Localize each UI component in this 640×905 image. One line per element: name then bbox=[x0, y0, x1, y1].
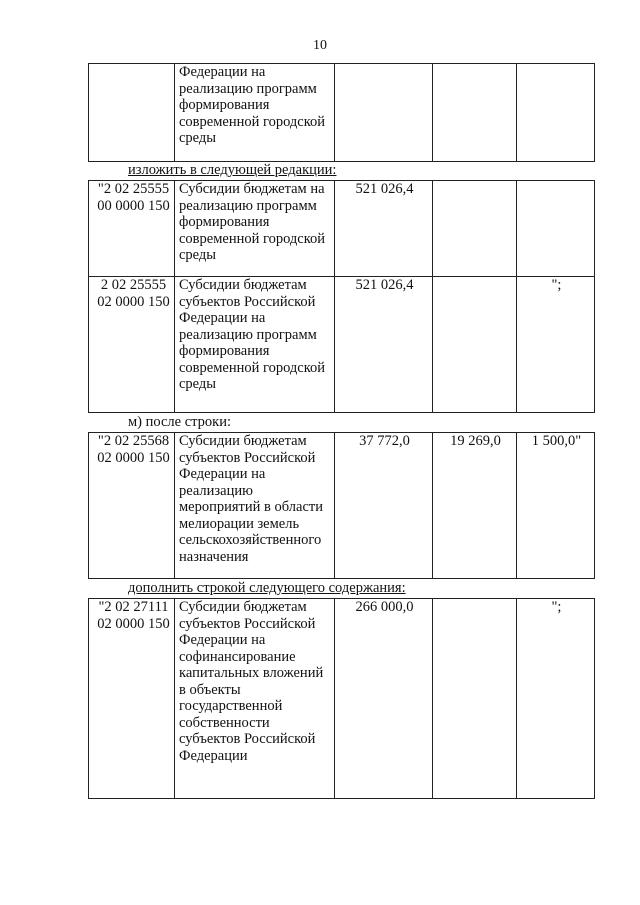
row-value-1: 266 000,0 bbox=[355, 599, 414, 615]
row-code: 2 02 25555 02 0000 150 bbox=[97, 277, 170, 310]
caption-revision-text: изложить в следующей редакции: bbox=[128, 162, 337, 178]
value-cell-3 bbox=[517, 64, 595, 162]
row-value-1: 37 772,0 bbox=[359, 433, 410, 449]
name-cell bbox=[175, 181, 335, 277]
table-row bbox=[89, 277, 595, 413]
table-row bbox=[89, 433, 595, 579]
table-row bbox=[89, 599, 595, 799]
table-block-revision bbox=[88, 180, 595, 413]
row-name: Субсидии бюджетам субъектов Российской Федерации на реализацию программ формирования современной городской среды bbox=[179, 277, 326, 392]
caption-after-row bbox=[128, 414, 231, 431]
caption-after-row-text: м) после строки: bbox=[128, 414, 232, 430]
value-cell-1 bbox=[335, 181, 433, 277]
code-cell bbox=[89, 64, 175, 162]
value-cell-1 bbox=[335, 277, 433, 413]
value-cell-3 bbox=[517, 277, 595, 413]
name-cell bbox=[175, 599, 335, 799]
name-cell bbox=[175, 64, 335, 162]
code-cell bbox=[89, 599, 175, 799]
value-cell-1 bbox=[335, 599, 433, 799]
code-cell bbox=[89, 277, 175, 413]
row-value-1: 521 026,4 bbox=[355, 181, 414, 197]
value-cell-3 bbox=[517, 599, 595, 799]
code-cell bbox=[89, 433, 175, 579]
table-row bbox=[89, 181, 595, 277]
row-value-3: 1 500,0" bbox=[531, 433, 582, 449]
value-cell-3 bbox=[517, 181, 595, 277]
row-value-2: 19 269,0 bbox=[450, 433, 501, 449]
row-name: Федерации на реализацию программ формирования современной городской среды bbox=[179, 64, 326, 146]
caption-add-row bbox=[128, 580, 406, 597]
value-cell-3 bbox=[517, 433, 595, 579]
value-cell-2 bbox=[433, 181, 517, 277]
row-code: "2 02 25555 00 0000 150 bbox=[97, 181, 170, 214]
value-cell-2 bbox=[433, 64, 517, 162]
value-cell-2 bbox=[433, 599, 517, 799]
value-cell-2 bbox=[433, 433, 517, 579]
page-number: 10 bbox=[313, 38, 327, 53]
row-value-1: 521 026,4 bbox=[355, 277, 414, 293]
row-name: Субсидии бюджетам субъектов Российской Федерации на реализацию мероприятий в области мелиорации земель сельскохозяйственного назначения bbox=[179, 433, 323, 565]
caption-revision bbox=[128, 162, 336, 179]
caption-add-row-text: дополнить строкой следующего содержания: bbox=[128, 580, 406, 596]
row-value-3: "; bbox=[551, 277, 562, 293]
table-row bbox=[89, 64, 595, 162]
value-cell-1 bbox=[335, 433, 433, 579]
name-cell bbox=[175, 433, 335, 579]
name-cell bbox=[175, 277, 335, 413]
row-code: "2 02 25568 02 0000 150 bbox=[97, 433, 170, 466]
table-block-add bbox=[88, 598, 595, 799]
row-name: Субсидии бюджетам на реализацию программ формирования современной городской среды bbox=[179, 181, 326, 263]
table-block-after bbox=[88, 432, 595, 579]
code-cell bbox=[89, 181, 175, 277]
table-block-top bbox=[88, 63, 595, 162]
row-name: Субсидии бюджетам субъектов Российской Федерации на софинансирование капитальных вложений в объекты государственной собственности субъектов Российской Федерации bbox=[179, 599, 324, 764]
row-code: "2 02 27111 02 0000 150 bbox=[97, 599, 170, 632]
value-cell-2 bbox=[433, 277, 517, 413]
row-value-3: "; bbox=[551, 599, 562, 615]
value-cell-1 bbox=[335, 64, 433, 162]
